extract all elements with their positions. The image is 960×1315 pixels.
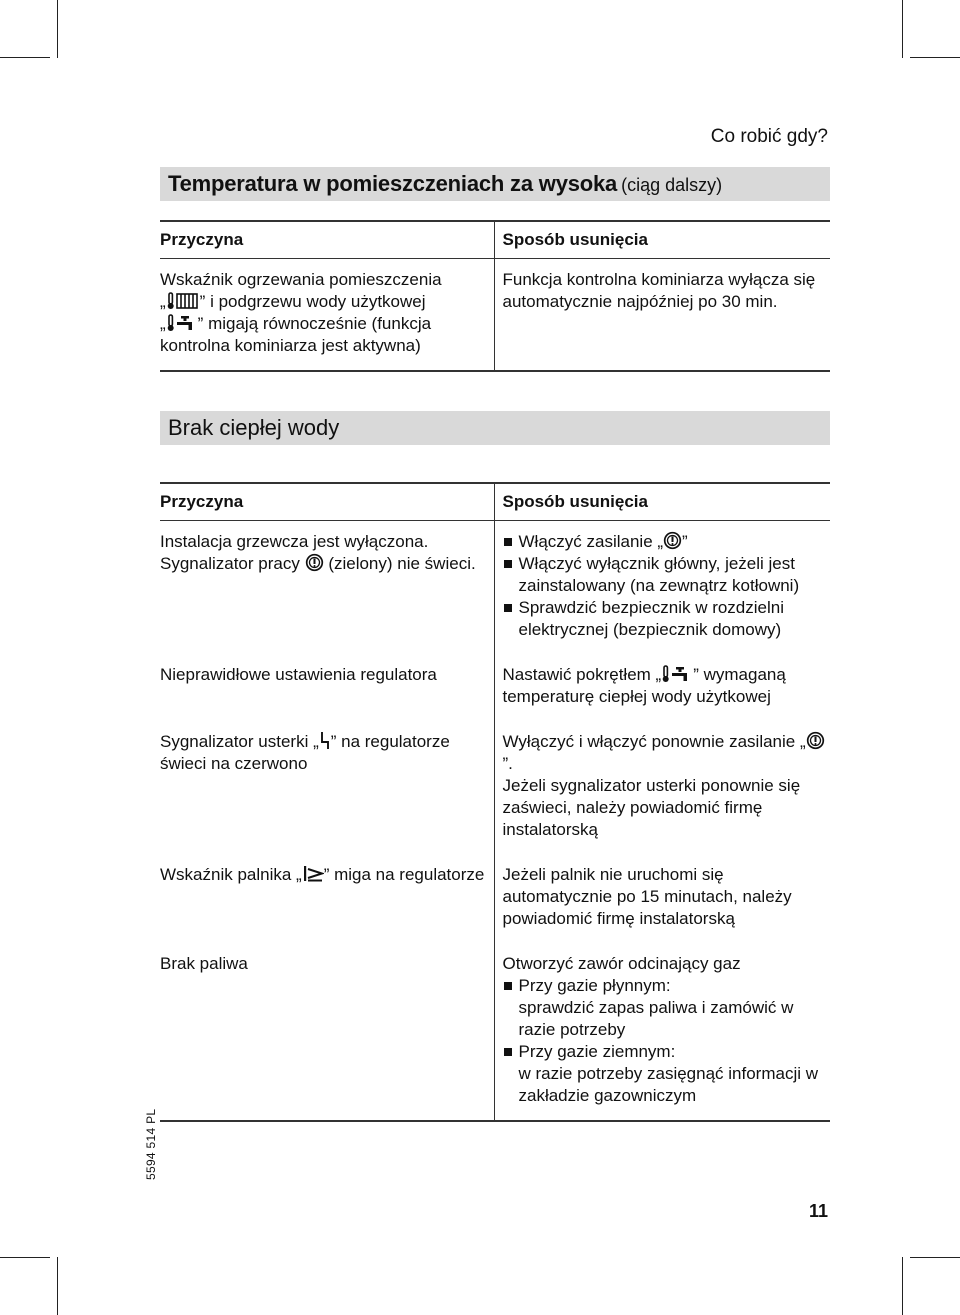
- table-row: [160, 521, 830, 655]
- remedy-cell: Wyłączyć i włączyć ponownie zasilanie „ ”. Jeżeli sygnalizator usterki ponownie się zaświeci, należy powiadomić firmę instalatorską: [494, 721, 830, 854]
- crop-mark: [0, 1257, 50, 1258]
- crop-mark: [0, 57, 50, 58]
- power-icon: [806, 731, 825, 750]
- burner-icon: [302, 864, 324, 883]
- section-title-bar: [160, 167, 830, 201]
- remedy-list: [503, 975, 827, 1107]
- line: „ ” migają równocześnie (funkcja: [160, 314, 432, 333]
- list-item: Włączyć wyłącznik główny, jeżeli jest zainstalowany (na zewnątrz kotłowni): [503, 553, 827, 597]
- running-title: Co robić gdy?: [710, 126, 828, 147]
- remedy-list: [503, 531, 827, 641]
- thermometer-tap-icon: [661, 665, 693, 683]
- list-item: Włączyć zasilanie „ ”: [503, 531, 827, 553]
- troubleshooting-table: [160, 482, 830, 1122]
- cause-cell: Sygnalizator usterki „ ” na regulatorze świeci na czerwono: [160, 732, 450, 773]
- power-icon: [663, 531, 682, 550]
- troubleshooting-table: [160, 220, 830, 372]
- cause-cell: Wskaźnik palnika „ ” miga na regulatorze: [160, 865, 485, 884]
- table-row: [160, 854, 830, 943]
- list-item: Przy gazie ziemnym: w razie potrzeby zasięgnąć informacji w zakładzie gazowniczym: [503, 1041, 827, 1107]
- crop-mark: [910, 57, 960, 58]
- remedy-cell: Otworzyć zawór odcinający gaz Przy gazie płynnym: sprawdzić zapas paliwa i zamówić w razie potrzeby Przy gazie ziemnym: w razie potrzeby zasięgnąć informacji w zakładzie gazowniczym: [494, 943, 830, 1121]
- section-title: Brak ciepłej wody: [168, 415, 340, 440]
- list-item: Sprawdzić bezpiecznik w rozdzielni elektrycznej (bezpiecznik domowy): [503, 597, 827, 641]
- table-row: [160, 654, 830, 721]
- remedy-cell: [494, 521, 830, 655]
- page-number: 11: [808, 1201, 828, 1221]
- remedy-cell: Jeżeli palnik nie uruchomi się automatycznie po 15 minutach, należy powiadomić firmę instalatorską: [494, 854, 830, 943]
- table-row: [160, 721, 830, 854]
- column-header-cause: Przyczyna: [160, 221, 494, 259]
- section-title: Temperatura w pomieszczeniach za wysoka: [168, 171, 618, 196]
- column-header-remedy: Sposób usunięcia: [494, 221, 830, 259]
- crop-mark: [910, 1257, 960, 1258]
- thermometer-radiator-icon: [166, 292, 200, 310]
- cause-cell: Nieprawidłowe ustawienia regulatora: [160, 665, 437, 684]
- list-item: Przy gazie płynnym: sprawdzić zapas paliwa i zamówić w razie potrzeby: [503, 975, 827, 1041]
- cause-cell: Wskaźnik ogrzewania pomieszczenia „ ” i podgrzewu wody użytkowej „ ” migają równocześnie (funkcja kontrolna kominiarza jest aktywna): [160, 259, 494, 372]
- column-header-cause: Przyczyna: [160, 483, 494, 521]
- cause-cell: Instalacja grzewcza jest wyłączona. Sygnalizator pracy (zielony) nie świeci.: [160, 532, 476, 573]
- remedy-cell: Nastawić pokrętłem „ ” wymaganą temperaturę ciepłej wody użytkowej: [494, 654, 830, 721]
- power-icon: [305, 553, 324, 572]
- line: „ ” i podgrzewu wody użytkowej: [160, 292, 426, 311]
- crop-mark: [902, 0, 903, 58]
- crop-mark: [902, 1257, 903, 1315]
- fault-icon: [319, 731, 331, 750]
- thermometer-tap-icon: [166, 314, 198, 332]
- crop-mark: [57, 0, 58, 58]
- remedy-cell: Funkcja kontrolna kominiarza wyłącza się automatycznie najpóźniej po 30 min.: [494, 259, 830, 372]
- section-title-suffix: (ciąg dalszy): [621, 175, 723, 195]
- table-row: [160, 259, 830, 372]
- cause-cell: Brak paliwa: [160, 943, 494, 1121]
- table-row: [160, 943, 830, 1121]
- crop-mark: [57, 1257, 58, 1315]
- document-code: 5594 514 PL: [144, 1108, 158, 1180]
- column-header-remedy: Sposób usunięcia: [494, 483, 830, 521]
- section-title-bar: [160, 411, 830, 445]
